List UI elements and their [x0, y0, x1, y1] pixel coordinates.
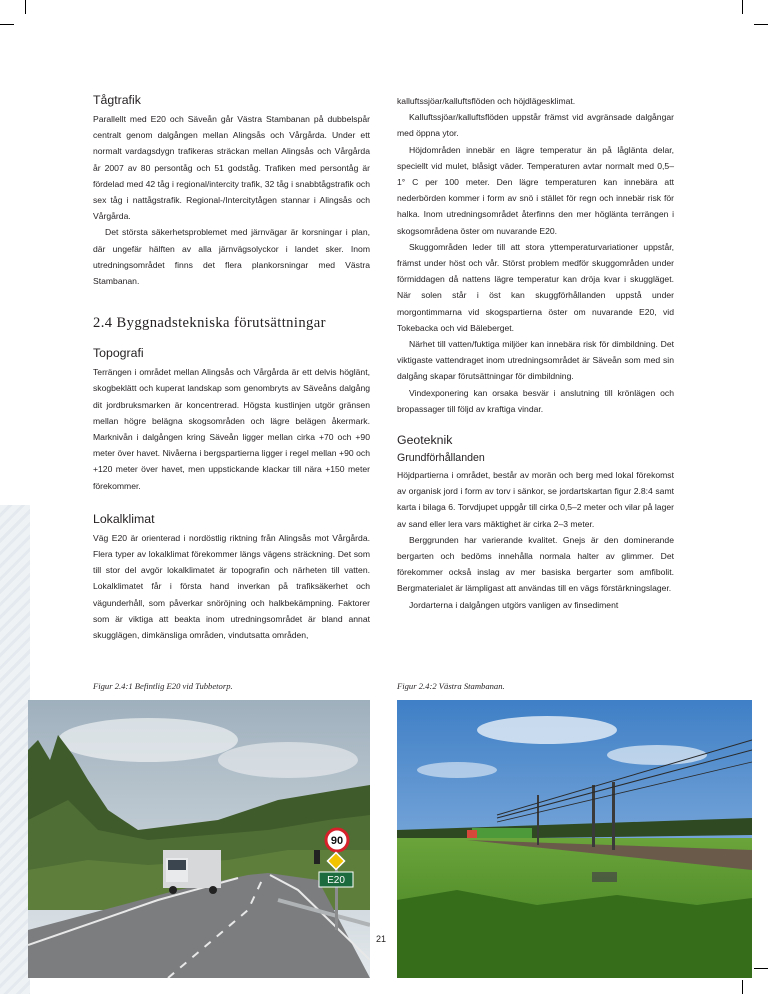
heading-topografi: Topografi	[93, 346, 144, 361]
heading-geoteknik: Geoteknik	[397, 433, 453, 448]
figure-caption-2: Figur 2.4:2 Västra Stambanan.	[397, 681, 505, 691]
paragraph: Det största säkerhetsproblemet med järnvägar är korsningar i plan, där ungefär hälften av alla järnvägsolyckor i landet sker. Inom utredningsområdet finns det flera plankorsningar med Västra Stambanan.	[93, 227, 370, 287]
left-column	[93, 93, 370, 643]
right-column	[397, 93, 674, 613]
paragraph: Berggrunden har varierande kvalitet. Gnejs är den dominerande bergarten och bedöms innehålla normala halter av glimmer. Det förekommer också inslag av mer basiska bergarter som amfibolit. Bergmaterialet är lämpligast att användas till en vägs förstärkningslager.	[397, 534, 674, 594]
paragraph: Jordarterna i dalgången utgörs vanligen av finsediment	[409, 599, 619, 610]
paragraph: Terrängen i området mellan Alingsås och Vårgårda är ett delvis höglänt, skogbeklätt och kuperat landskap som genombryts av Säveåns dalgång dit jordbruksmarken är koncentrerad. Högsta kustlinjen utgör gränsen mellan högre belägna skogsområden och lägre belägen åkermark. Marknivån i dalgången kring Säveån ligger mellan cirka +70 och +90 meter över havet. Nivåerna i bergspartierna ligger i regel mellan +90 och +120 meter över havet, men uppstickande klackar till nära +150 meter förekommer.	[93, 367, 370, 491]
crop-mark	[742, 0, 743, 14]
road-number-sign: E20	[327, 875, 345, 886]
paragraph: Höjdområden innebär en lägre temperatur än på låglänta delar, speciellt vid mulet, blåsigt väder. Temperaturen avtar normalt med 0,5–1° C per 100 meter. Den lägre temperaturen kan innebära att nederbörden kommer i form av snö i stället för regn och innebär risk för halka. Inom utredningsområdet återfinns den mer höglänta terrängen i skogsområdena öster om nuvarande E20.	[397, 144, 674, 236]
paragraph: Väg E20 är orienterad i nordöstlig riktning från Alingsås mot Vårgårda. Flera typer av lokalklimat förekommer längs vägens sträckning. Det som till stor del avgör lokalklimatet är topografin och närheten till vatten. Lokalklimatet får i första hand inverkan på trafiksäkerhet och vägunderhåll, som påverkar snöröjning och halkbekämpning. Faktorer som är viktiga att beakta inom utredningsområdet är bland annat skugglägen, dimkänsliga områden, vindutsatta områden,	[93, 532, 370, 641]
heading-tagtrafik: Tågtrafik	[93, 93, 141, 107]
crop-mark	[754, 968, 768, 969]
photo-e20-road	[28, 700, 370, 978]
paragraph: Skuggområden leder till att stora yttemperaturvariationer uppstår, främst under höst och vår. Störst problem medför skuggområden under förmiddagen då nattens lägre temperatur kan dröja kvar i skuggläget. När solen står i öst kan skuggförhållanden uppstå under morgontimmarna vid skogspartierna öster om nuvarande E20, vid Tokebacka och vid Bäleberget.	[397, 241, 674, 333]
heading-grundforhallanden: Grundförhållanden	[397, 452, 485, 465]
paragraph: Kalluftssjöar/kalluftsflöden uppstår främst vid avgränsade dalgångar med öppna ytor.	[397, 112, 674, 139]
heading-lokalklimat: Lokalklimat	[93, 511, 155, 526]
paragraph: Parallellt med E20 och Säveån går Västra Stambanan på dubbelspår centralt genom dalgången mellan Alingsås och Vårgårda. Under ett normalt vardagsdygn trafikeras sträckan mellan Alingsås och Vårgårda år 2007 av 80 persontåg och 51 godståg. Trafiken med persontåg är fördelad med 42 tåg i regional/intercity trafik, 32 tåg i snabbtågstrafik och sex tåg i nattågstrafik. Regional-/Intercitytågen stannar i Alingsås och Vårgårda.	[93, 114, 370, 222]
crop-mark	[754, 24, 768, 25]
section-heading: 2.4 Byggnadstekniska förutsättningar	[93, 315, 326, 332]
crop-mark	[25, 0, 26, 14]
page-number: 21	[376, 934, 387, 944]
paragraph: kalluftssjöar/kalluftsflöden och höjdlägesklimat.	[397, 96, 576, 106]
paragraph: Vindexponering kan orsaka besvär i anslutning till krönlägen och bropassager till följd av kraftiga vindar.	[397, 387, 674, 414]
crop-mark	[742, 980, 743, 994]
crop-mark	[0, 24, 14, 25]
paragraph: Höjdpartierna i området, består av morän och berg med lokal förekomst av organisk jord i form av torv i sänkor, se jordartskartan figur 2.8:4 samt karta i bilaga 6. Torvdjupet uppgår till cirka 0,5–2 meter och vilar på lager av sand eller lera vars mäktighet är cirka 2–3 meter.	[397, 470, 674, 529]
speed-limit-sign: 90	[330, 835, 344, 847]
photo-railway	[397, 700, 752, 978]
map-edge-strip	[0, 505, 30, 994]
paragraph: Närhet till vatten/fuktiga miljöer kan innebära risk för dimbildning. Det viktigaste vattendraget inom utredningsområdet är Säveån som med sin dalgång skapar förutsättningar för dimbildning.	[397, 339, 674, 382]
figure-caption-1: Figur 2.4:1 Befintlig E20 vid Tubbetorp.	[93, 681, 233, 691]
